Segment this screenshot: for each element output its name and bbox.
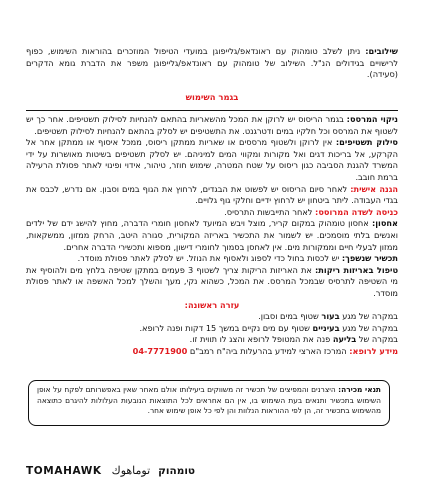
empty-containers-label: טיפול באריזות ריקות: <box>315 264 399 275</box>
first-aid-title: עזרה ראשונה: <box>184 299 240 310</box>
combination-paragraph <box>26 46 398 81</box>
combination-label: שילובים: <box>365 46 398 56</box>
cleaning-paragraph <box>26 114 398 137</box>
storage-label: אחסון: <box>371 218 398 229</box>
doctor-info <box>26 346 398 358</box>
empty-containers-text: את האריזות הריקות צריך לשטוף 3 פעמים במתקן שטיפה בלחץ מים ולהוסיף את מי השטיפה לתרסיס שבמכל המרסס. את המכל, כשהוא נקי, מעך והשלך למכל האשפה או לאתר פסולת מוסדר. <box>26 264 398 298</box>
spill-text: יש לכסות בחול כדי לספוג ולאסוף את הנוזל. יש לסלק לאתר פסולת מוסדר. <box>77 253 342 264</box>
first-aid-swallow-pre: במקרה של <box>356 334 398 345</box>
brand-hebrew: טומהוק <box>158 464 196 477</box>
field-entry-label: כניסה לשדה המרוסס: <box>315 206 398 217</box>
doctor-info-label: מידע לרופא: <box>349 345 398 356</box>
first-aid-skin-pre: במקרה של מגע <box>339 311 398 322</box>
brand-arabic: توماهوك <box>111 464 151 477</box>
brand-latin: TOMAHAWK <box>26 464 102 477</box>
sale-conditions-box <box>28 380 390 426</box>
first-aid-skin-post: שטוף במים וסבון. <box>258 311 322 322</box>
personal-protection-paragraph <box>26 184 398 207</box>
sale-conditions-label: תנאי מכירה: <box>338 385 381 394</box>
personal-protection-label: הגנה אישית: <box>350 183 399 194</box>
doctor-info-text: המרכז הארצי למידע בהרעלות ביה"ח רמב"ם <box>187 345 350 356</box>
first-aid-eyes-post: שטוף עם מים נקיים במשך 15 דקות ופנה לרופא. <box>139 322 313 333</box>
storage-text: אחסון טומהוק במקום קריר, מוצל ויבש המיועד לאחסון חומרי הדברה, מחוץ להישג ידם של ילדים ואנשים בלתי מוסמכים. יש לשמור את התכשיר באריזה המקורית, סגורה היטב, הרחק ממזון, ממשקאות, ממזון לבעלי חיים וממקורות מים. אין לאחסן בסמוך לחומרי דישון, מספוא ותכשירי הדברה אחרים. <box>26 218 398 252</box>
instructions-body <box>26 114 398 357</box>
section-divider <box>26 110 398 111</box>
rinse-disposal-paragraph <box>26 137 398 183</box>
personal-protection-text: לאחר סיום הריסוס יש לפשוט את הבגדים, לרחוץ את הגוף במים וסבון. אם נדרש, לכבס את בגדי העבודה. ליתר ביטחון יש לרחוץ ידיים וחלקי גוף גלויים. <box>26 183 398 206</box>
empty-containers-paragraph <box>26 265 398 300</box>
cleaning-label: ניקוי המרסס: <box>346 114 398 124</box>
section-title: בגמר השימוש <box>185 92 239 102</box>
spill-paragraph <box>26 253 398 265</box>
first-aid-skin <box>26 311 398 323</box>
first-aid-swallow <box>26 334 398 346</box>
first-aid-eyes <box>26 323 398 335</box>
rinse-disposal-label: סילוק תשטיפים: <box>335 137 398 148</box>
first-aid-swallow-post: פנה את המטופל לרופא והצג לו תווית זו. <box>189 334 333 345</box>
field-entry-paragraph <box>26 207 398 219</box>
spill-label: תכשיר שנשפך: <box>341 253 398 264</box>
rinse-disposal-text: אין לרוקן ולשטוף מרססים או שאריות ממתקן ריסוס, ממכל איסוף או ממתקן אחר אל הקרקע, אל בריכות דגים ואל מקורות ומקווי המים למיניהם. יש לסלק תשטיפים בשיטות מאושרות על ידי המשרד להגנת הסביבה כגון ריסוס על שטח המטרה, שימוש חוזר, טיהור, אידוי ופינוי לאתר פסולת הרעילה ברמת חובב. <box>26 137 398 182</box>
poison-center-phone: 04-7771900 <box>132 345 188 356</box>
first-aid-eyes-pre: במקרה של מגע <box>339 322 398 333</box>
sale-conditions-text: היצרנים והמפיצים של תכשיר זה משווקים ביעילותו אולם מאחר שאין באפשרותם לפקח על אופן השימוש בתכשיר ותנאים בעת השימוש בו, אין הם אחראים לכל התוצאות הנובעות העלולות להיגרם כתוצאה מהשימוש בתכשיר זה, הן לפי ההוראות הנלוות והן לפי כל אופן שימוש אחר. <box>37 385 381 416</box>
first-aid-swallow-bold: בליעה <box>332 334 357 345</box>
first-aid-eyes-bold: בעיניים <box>312 322 340 333</box>
storage-paragraph <box>26 218 398 253</box>
field-entry-text: לאחר התייבשות התרסיס. <box>224 206 316 217</box>
cleaning-text: בגמר הריסוס יש לרוקן את המכל מהשאריות בהתאם להנחיות לסילוק תשטיפים. אחר כך יש לשטוף את המרסס וכל חלקיו במים ודטרגנט. את התשטיפים יש לסלק בהתאם להנחיות לסילוק תשטיפים. <box>26 114 398 136</box>
first-aid-skin-bold: בעור <box>321 311 340 322</box>
combination-text: ניתן לשלב טומהוק עם ראונדאפ/גלייפוגן במועדי הטיפול המוזכרים בהוראות השימוש, כפוף לרישויים בגידולים הנ"ל. השילוב של טומהוק עם ראונדאפ/גלייפוגן משפר את הדברת גומא הדקרים (סעידה). <box>26 46 398 80</box>
brand-line <box>26 464 398 477</box>
